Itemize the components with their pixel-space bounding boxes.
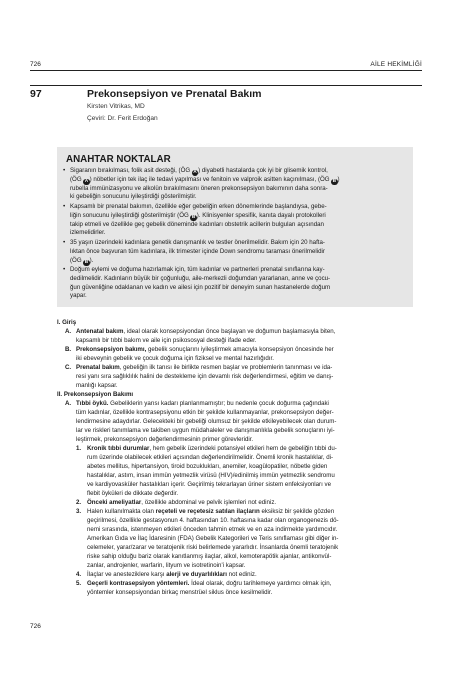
- body-line: resi yanı sıra sağlıklılık halini de destekleme için devamlı risk değerlendirmesi, eğitim ve danış-: [76, 373, 334, 380]
- list-key: 2.: [76, 499, 82, 506]
- key-point-line: dedilmelidir. Kadınların büyük bir çoğunluğu, aile-merkezli doğumdan yararlanan, anne ve çocu-: [70, 275, 331, 282]
- chapter-author: Kirsten Vitrikas, MD: [87, 103, 145, 110]
- key-point-line: ğun güvenliğine odaklanan ve kadın ve ailesi için pozitif bir deneyim sunan hastanelerde doğum: [70, 284, 331, 291]
- chapter-title: Prekonsepsiyon ve Prenatal Bakım: [87, 88, 262, 100]
- key-point-line: izlemelidirler.: [70, 229, 106, 236]
- body-line: Kronik tıbbi durumlar, hem gebelik üzerindeki potansiyel etkileri hem de gebeliğin tıbbi du-: [87, 445, 337, 452]
- body-line: iki ebeveynin gebelik ve çocuk doğuma için fiziksel ve mental hazırlığıdır.: [76, 355, 274, 362]
- body-line: flebit öyküleri de dikkate değerdir.: [87, 490, 179, 497]
- key-point-line: Kapsamlı bir prenatal bakımın, özellikle eğer gebeliğin erken dönemlerinde başlandıysa, gebe-: [70, 203, 327, 210]
- key-point-line: lıktan önce başvuran tüm kadınlara, ilk trimester içinde Down sendromu taraması önerilmelidir: [70, 248, 325, 255]
- bullet-dot: •: [63, 239, 66, 246]
- body-line: Antenatal bakım, ideal olarak konsepsiyondan önce başlayan ve doğumun başlamasıyla biten,: [76, 328, 336, 335]
- body-line: tüm kadınlar, özellikle kontrasepsiyonu etkin bir şekilde kullanmayanlar, prekonsepsiyon değer-: [76, 409, 334, 416]
- evidence-grade-badge: A: [84, 178, 89, 184]
- list-key: B.: [65, 346, 72, 353]
- body-line: Tıbbi öykü. Gebeliklerin yarısı kadarı planlanmamıştır; bu nedenle çocuk doğurma çağındaki: [76, 400, 329, 407]
- list-key: C.: [65, 364, 72, 371]
- body-line: Geçerli kontrasepsiyon yöntemleri. İdeal olarak, doğru tarihlemeye yardımcı olmak için,: [87, 580, 332, 587]
- body-line: abetes mellitus, hipertansiyon, tiroid bozuklukları, anemiler, koagülopatiler, nöbetle giden: [87, 463, 328, 470]
- body-line: Prenatal bakım, gebeliğin ilk tanısı ile birlikte resmen başlar ve problemlerin tanınması ve ida-: [76, 364, 333, 371]
- body-line: Halen kullanılmakta olan reçeteli ve reçetesiz satılan ilaçların eksiksiz bir şekilde gözden: [87, 508, 335, 515]
- body-line: ve kardiyovasküler hastalıkları içerir. Geçirilmiş tekrarlayan üriner sistem enfeksiyonları ve: [87, 481, 332, 488]
- body-line: İlaçlar ve anesteziklere karşı alerji ve duyarlılıkları not ediniz.: [87, 571, 257, 578]
- header-section-title: AİLE HEKİMLİĞİ: [370, 61, 422, 68]
- list-key: 1.: [76, 445, 82, 452]
- body-line: celemeler, yarar/zarar ve teratojenik riski belirlemede yararlıdır. İnsanlarda önemli teratojenik: [87, 544, 339, 551]
- body-line: zanlar, androjenler, warfarin, lityum ve isotretinoin'i kapsar.: [87, 562, 246, 569]
- evidence-grade-badge: B: [84, 259, 89, 265]
- body-line: kapsamlı bir tıbbi bakım ve aile için psikososyal desteği ifade eder.: [76, 337, 257, 344]
- list-key: A.: [65, 400, 72, 407]
- list-key: 5.: [76, 580, 82, 587]
- bullet-dot: •: [63, 266, 66, 273]
- body-line: rum üzerinde olabilecek etkileri açısından değerlendirilmelidir. Önemli kronik hastalıklar, di-: [87, 454, 334, 461]
- bullet-dot: •: [63, 167, 66, 174]
- key-point-line: ki gebeliğin sonucunu iyileştirdiği gösterilmiştir.: [70, 193, 197, 200]
- section-heading-preconception: II. Prekonsepsiyon Bakımı: [57, 391, 134, 398]
- footer-page-number: 726: [30, 623, 41, 630]
- bullet-dot: •: [63, 203, 66, 210]
- chapter-translator: Çeviri: Dr. Ferit Erdoğan: [87, 115, 158, 122]
- list-key: A.: [65, 328, 72, 335]
- key-point-line: (ÖG B).: [70, 257, 94, 265]
- evidence-grade-badge: A: [193, 169, 197, 175]
- body-line: Prekonsepsiyon bakımı, gebelik sonuçlarını iyileştirmek amacıyla konsepsiyon öncesinde her: [76, 346, 334, 353]
- body-line: riske sahip olduğu bariz olarak kanıtlanmış ilaçlar, alkol, kemoterapötik ajanlar, antikonvül-: [87, 553, 332, 560]
- section-heading-intro: I. Giriş: [57, 319, 77, 326]
- body-line: manlığı kapsar.: [76, 382, 118, 389]
- key-point-line: 35 yaşın üzerindeki kadınlara genetik danışmanlık ve testler önerilmelidir. Bakım için 20 hafta-: [70, 239, 325, 246]
- header-rule: [30, 70, 422, 71]
- body-line: nemi sırasında, istenmeyen etkileri önceden tahmin etmek ve en aza indirmekte yardımcıdır.: [87, 526, 338, 533]
- body-line: yöntemler konsepsiyondan birkaç menstrüel siklus önce kesilmelidir.: [87, 589, 273, 596]
- key-point-line: rubella immünizasyonu ve alkolün bırakılmasını öneren prekonsepsiyon bakımının daha sonra-: [70, 185, 328, 192]
- list-key: 3.: [76, 508, 82, 515]
- body-line: hastalıklar, astım, insan immün yetmezlik virüsü (HIV)/edinilmiş immün yetmezlik sendromu: [87, 472, 335, 479]
- key-point-line: liğin sonucunu iyileştirdiği gösterilmiştir (ÖG B). Klinisyenler spesifik, kanıta dayalı protokolleri: [70, 212, 326, 220]
- body-line: lar ve riskleri tanımlama ve takiben uygun müdahaleler ve danışmanlıkla gebelik sonuçlarını iyi-: [76, 427, 335, 434]
- body-line: Önceki ameliyatlar, özellikle abdominal ve pelvik işlemleri not ediniz.: [87, 499, 277, 506]
- evidence-grade-badge: B: [191, 214, 196, 220]
- key-point-line: takip etmeli ve özellikle geç gebelik döneminde kadınları obstetrik acillerin bulguları açısından: [70, 221, 324, 228]
- body-line: leştirmek, prekonsepsiyon değerlendirmesinin primer görevleridir.: [76, 436, 254, 443]
- key-point-line: (ÖG A) nöbetler için tek ilaç ile tedavi yapılması ve fenitoin ve valproik asitten kaçınılması, (ÖG B): [70, 176, 340, 184]
- body-line: geçirilmesi, özellikle gestasyonun 4. haftasından 10. haftasına kadar olan organogenezis dö-: [87, 517, 339, 524]
- list-key: 4.: [76, 571, 82, 578]
- key-point-line: Sigaranın bırakılması, folik asit desteği, (ÖG A) diyabetli hastalarda çok iyi bir glisemik kontrol,: [70, 167, 328, 175]
- body-line: Amerikan Gıda ve İlaç İdaresinin (FDA) Gebelik Kategorileri ve Teris sınıflaması gibi diğer in-: [87, 535, 339, 542]
- chapter-number: 97: [30, 88, 42, 100]
- header-page-number: 726: [30, 61, 41, 68]
- chapter-rule: [30, 85, 422, 86]
- key-point-line: Doğum eylemi ve doğuma hazırlamak için, tüm kadınlar ve partnerleri prenatal sınıflarına kay-: [70, 266, 325, 273]
- key-points-title: ANAHTAR NOKTALAR: [66, 154, 171, 165]
- key-point-line: yapar.: [70, 292, 87, 299]
- evidence-grade-badge: B: [332, 178, 337, 184]
- body-line: lendirmesine adaydırlar. Gelecekteki bir gebeliği olumsuz bir şekilde etkileyebilecek olan durum-: [76, 418, 337, 425]
